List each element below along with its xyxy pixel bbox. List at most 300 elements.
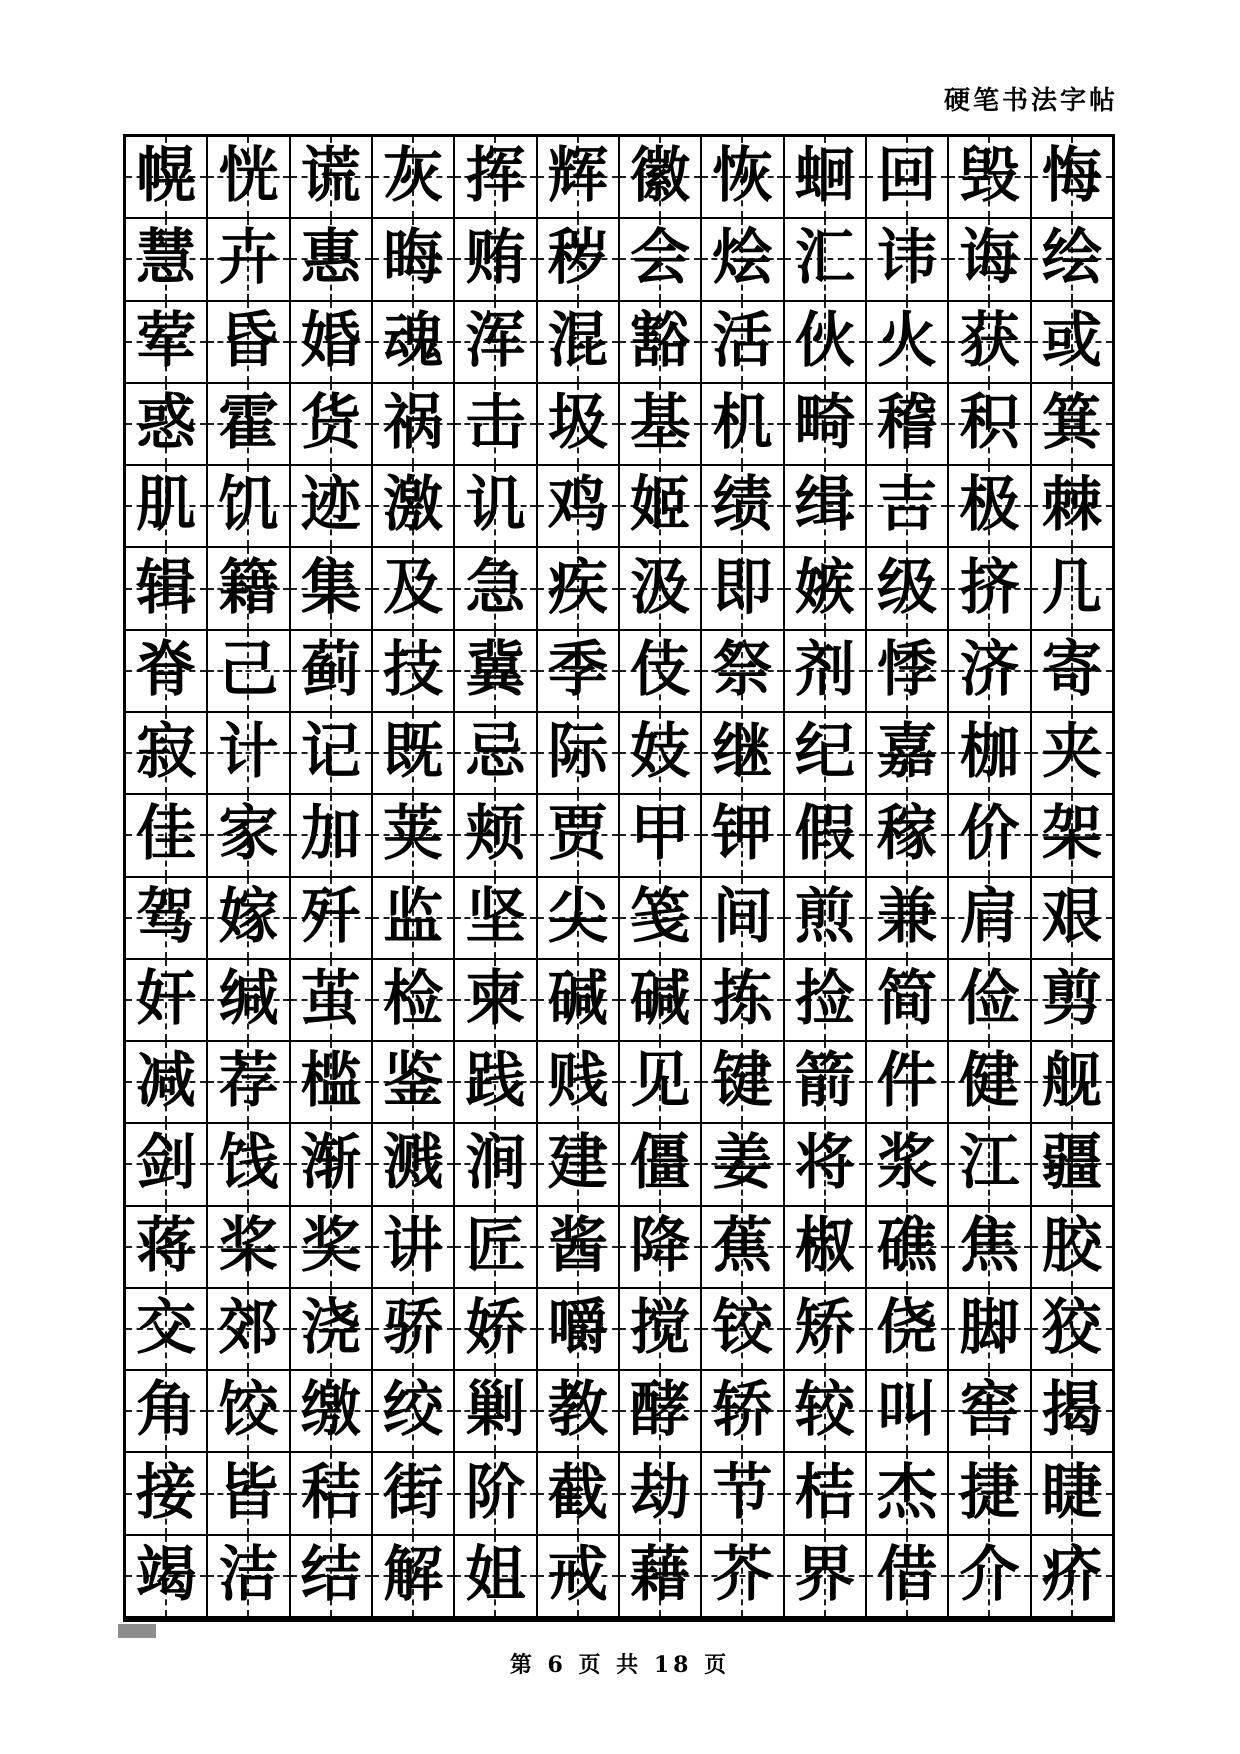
character-glyph: 剑: [136, 1128, 197, 1199]
grid-cell: [454, 1123, 536, 1205]
character-glyph: 汇: [794, 223, 855, 294]
character-glyph: 济: [959, 634, 1020, 705]
grid-cell: [948, 794, 1030, 876]
grid-cell: [372, 465, 454, 547]
grid-cell: [619, 712, 701, 794]
character-glyph: 浆: [877, 1128, 938, 1199]
grid-cell: [784, 383, 866, 465]
character-glyph: 节: [712, 1457, 773, 1528]
character-glyph: 甲: [630, 799, 691, 870]
grid-cell: [372, 1206, 454, 1288]
grid-cell: [701, 218, 783, 300]
character-glyph: 劫: [630, 1457, 691, 1528]
character-glyph: 肌: [136, 470, 197, 541]
grid-cell: [784, 1041, 866, 1123]
grid-cell: [537, 630, 619, 712]
grid-cell: [454, 1206, 536, 1288]
character-glyph: 稼: [877, 799, 938, 870]
character-glyph: 溅: [383, 1128, 444, 1199]
grid-cell: [125, 218, 207, 300]
character-glyph: 铰: [712, 1293, 773, 1364]
grid-cell: [619, 1123, 701, 1205]
character-glyph: 结: [300, 1539, 361, 1610]
character-glyph: 荚: [383, 799, 444, 870]
grid-cell: [619, 383, 701, 465]
character-glyph: 畸: [794, 387, 855, 458]
grid-cell: [1031, 1452, 1113, 1534]
grid-cell: [125, 1452, 207, 1534]
grid-cell: [948, 1206, 1030, 1288]
grid-cell: [207, 794, 289, 876]
character-glyph: 晦: [383, 223, 444, 294]
grid-cell: [784, 218, 866, 300]
character-glyph: 简: [877, 963, 938, 1034]
grid-cell: [784, 1370, 866, 1452]
grid-cell: [784, 959, 866, 1041]
character-glyph: 焦: [959, 1210, 1020, 1281]
grid-cell: [701, 383, 783, 465]
character-glyph: 积: [959, 387, 1020, 458]
grid-cell: [784, 547, 866, 629]
grid-cell: [537, 877, 619, 959]
grid-cell: [207, 1535, 289, 1617]
character-glyph: 基: [630, 387, 691, 458]
grid-cell: [454, 630, 536, 712]
grid-cell: [125, 1288, 207, 1370]
grid-cell: [784, 712, 866, 794]
character-glyph: 钾: [712, 799, 773, 870]
grid-cell: [454, 465, 536, 547]
grid-cell: [948, 1535, 1030, 1617]
character-glyph: 洁: [218, 1539, 279, 1610]
grid-cell: [866, 1041, 948, 1123]
character-glyph: 颊: [465, 799, 526, 870]
character-glyph: 脚: [959, 1293, 1020, 1364]
character-glyph: 将: [794, 1128, 855, 1199]
character-glyph: 箭: [794, 1046, 855, 1117]
grid-cell: [866, 1123, 948, 1205]
grid-cell: [207, 1452, 289, 1534]
grid-cell: [1031, 794, 1113, 876]
grid-cell: [290, 712, 372, 794]
character-glyph: 郊: [218, 1293, 279, 1364]
character-glyph: 嚼: [547, 1293, 608, 1364]
character-glyph: 剪: [1041, 963, 1102, 1034]
grid-cell: [948, 877, 1030, 959]
grid-cell: [784, 1535, 866, 1617]
grid-cell: [619, 1370, 701, 1452]
character-glyph: 戒: [547, 1539, 608, 1610]
character-glyph: 槛: [300, 1046, 361, 1117]
grid-cell: [207, 1123, 289, 1205]
character-glyph: 柬: [465, 963, 526, 1034]
grid-cell: [784, 794, 866, 876]
grid-cell: [1031, 1288, 1113, 1370]
grid-cell: [454, 218, 536, 300]
grid-cell: [948, 630, 1030, 712]
character-glyph: 借: [877, 1539, 938, 1610]
character-glyph: 界: [794, 1539, 855, 1610]
grid-cell: [290, 301, 372, 383]
grid-cell: [372, 1288, 454, 1370]
character-glyph: 祸: [383, 387, 444, 458]
grid-cell: [207, 218, 289, 300]
character-glyph: 鉴: [383, 1046, 444, 1117]
grid-cell: [290, 383, 372, 465]
character-glyph: 既: [383, 717, 444, 788]
character-glyph: 忌: [465, 717, 526, 788]
grid-cell: [290, 959, 372, 1041]
character-glyph: 蒋: [136, 1210, 197, 1281]
grid-cell: [290, 794, 372, 876]
character-glyph: 睫: [1041, 1457, 1102, 1528]
character-glyph: 冀: [465, 634, 526, 705]
character-glyph: 讲: [383, 1210, 444, 1281]
grid-cell: [701, 1370, 783, 1452]
grid-cell: [948, 1123, 1030, 1205]
grid-cell: [784, 1288, 866, 1370]
character-glyph: 昏: [218, 305, 279, 376]
grid-cell: [290, 1288, 372, 1370]
grid-cell: [701, 1041, 783, 1123]
grid-cell: [207, 547, 289, 629]
grid-cell: [784, 630, 866, 712]
character-glyph: 奸: [136, 963, 197, 1034]
character-glyph: 贿: [465, 223, 526, 294]
character-glyph: 矫: [794, 1293, 855, 1364]
character-glyph: 藉: [630, 1539, 691, 1610]
character-glyph: 狡: [1041, 1293, 1102, 1364]
character-glyph: 继: [712, 717, 773, 788]
header-title: 硬笔书法字帖: [943, 86, 1118, 116]
grid-cell: [537, 959, 619, 1041]
grid-cell: [784, 1452, 866, 1534]
character-glyph: 江: [959, 1128, 1020, 1199]
grid-cell: [948, 1452, 1030, 1534]
grid-cell: [1031, 959, 1113, 1041]
character-glyph: 挤: [959, 552, 1020, 623]
character-glyph: 会: [630, 223, 691, 294]
grid-cell: [537, 1123, 619, 1205]
grid-cell: [701, 1535, 783, 1617]
grid-cell: [207, 712, 289, 794]
grid-cell: [290, 630, 372, 712]
character-glyph: 疾: [547, 552, 608, 623]
character-glyph: 妓: [630, 717, 691, 788]
character-glyph: 绩: [712, 470, 773, 541]
character-glyph: 嫁: [218, 881, 279, 952]
character-glyph: 货: [300, 387, 361, 458]
grid-cell: [701, 1452, 783, 1534]
grid-cell: [1031, 1041, 1113, 1123]
character-glyph: 揭: [1041, 1375, 1102, 1446]
grid-cell: [784, 877, 866, 959]
grid-cell: [372, 1370, 454, 1452]
grid-cell: [537, 547, 619, 629]
character-glyph: 教: [547, 1375, 608, 1446]
grid-cell: [1031, 136, 1113, 218]
grid-cell: [701, 301, 783, 383]
character-glyph: 夹: [1041, 717, 1102, 788]
grid-cell: [125, 1206, 207, 1288]
grid-cell: [701, 959, 783, 1041]
grid-cell: [207, 630, 289, 712]
scan-artifact: [118, 1624, 156, 1638]
grid-cell: [948, 1288, 1030, 1370]
grid-cell: [866, 383, 948, 465]
grid-cell: [619, 301, 701, 383]
character-glyph: 渐: [300, 1128, 361, 1199]
grid-cell: [290, 1206, 372, 1288]
character-glyph: 碱: [630, 963, 691, 1034]
grid-cell: [619, 959, 701, 1041]
grid-cell: [537, 136, 619, 218]
character-glyph: 纪: [794, 717, 855, 788]
grid-cell: [948, 136, 1030, 218]
character-glyph: 截: [547, 1457, 608, 1528]
character-glyph: 魂: [383, 305, 444, 376]
grid-cell: [290, 547, 372, 629]
character-glyph: 酱: [547, 1210, 608, 1281]
grid-cell: [701, 547, 783, 629]
character-glyph: 窖: [959, 1375, 1020, 1446]
character-glyph: 霍: [218, 387, 279, 458]
grid-cell: [372, 877, 454, 959]
character-glyph: 惠: [300, 223, 361, 294]
character-glyph: 键: [712, 1046, 773, 1117]
character-glyph: 捡: [794, 963, 855, 1034]
grid-cell: [1031, 218, 1113, 300]
character-glyph: 即: [712, 552, 773, 623]
grid-cell: [866, 136, 948, 218]
grid-cell: [948, 218, 1030, 300]
grid-cell: [372, 712, 454, 794]
grid-cell: [537, 1452, 619, 1534]
character-glyph: 饯: [218, 1128, 279, 1199]
grid-cell: [866, 712, 948, 794]
grid-cell: [784, 301, 866, 383]
character-glyph: 获: [959, 305, 1020, 376]
grid-cell: [207, 959, 289, 1041]
grid-cell: [372, 1452, 454, 1534]
character-glyph: 舰: [1041, 1046, 1102, 1117]
grid-cell: [866, 630, 948, 712]
grid-cell: [537, 301, 619, 383]
character-glyph: 伎: [630, 634, 691, 705]
grid-cell: [619, 547, 701, 629]
grid-cell: [701, 877, 783, 959]
character-glyph: 佳: [136, 799, 197, 870]
character-glyph: 缉: [794, 470, 855, 541]
character-glyph: 秽: [547, 223, 608, 294]
grid-cell: [701, 630, 783, 712]
grid-cell: [619, 465, 701, 547]
grid-cell: [125, 301, 207, 383]
character-glyph: 及: [383, 552, 444, 623]
grid-cell: [454, 547, 536, 629]
character-glyph: 姬: [630, 470, 691, 541]
character-glyph: 匠: [465, 1210, 526, 1281]
grid-cell: [125, 547, 207, 629]
character-glyph: 或: [1041, 305, 1102, 376]
grid-cell: [537, 1370, 619, 1452]
character-glyph: 嘉: [877, 717, 938, 788]
grid-cell: [1031, 877, 1113, 959]
character-glyph: 回: [877, 141, 938, 212]
grid-cell: [1031, 1370, 1113, 1452]
character-glyph: 艰: [1041, 881, 1102, 952]
character-glyph: 幌: [136, 141, 197, 212]
character-glyph: 荐: [218, 1046, 279, 1117]
grid-cell: [454, 959, 536, 1041]
character-glyph: 件: [877, 1046, 938, 1117]
character-glyph: 挥: [465, 141, 526, 212]
grid-cell: [619, 218, 701, 300]
character-glyph: 嫉: [794, 552, 855, 623]
grid-cell: [1031, 547, 1113, 629]
grid-cell: [290, 136, 372, 218]
character-glyph: 籍: [218, 552, 279, 623]
character-glyph: 姐: [465, 1539, 526, 1610]
character-glyph: 火: [877, 305, 938, 376]
grid-cell: [948, 1370, 1030, 1452]
character-glyph: 缄: [218, 963, 279, 1034]
grid-cell: [784, 465, 866, 547]
grid-cell: [207, 465, 289, 547]
character-glyph: 击: [465, 387, 526, 458]
character-glyph: 记: [300, 717, 361, 788]
grid-cell: [701, 1206, 783, 1288]
grid-cell: [454, 1452, 536, 1534]
character-glyph: 缴: [300, 1375, 361, 1446]
grid-cell: [701, 1123, 783, 1205]
grid-cell: [372, 630, 454, 712]
character-glyph: 急: [465, 552, 526, 623]
character-glyph: 皆: [218, 1457, 279, 1528]
character-glyph: 枷: [959, 717, 1020, 788]
grid-cell: [454, 794, 536, 876]
character-glyph: 际: [547, 717, 608, 788]
grid-cell: [290, 1535, 372, 1617]
character-glyph: 解: [383, 1539, 444, 1610]
character-glyph: 婚: [300, 305, 361, 376]
character-glyph: 驾: [136, 881, 197, 952]
character-grid: [123, 134, 1115, 1622]
grid-cell: [207, 301, 289, 383]
grid-cell: [290, 877, 372, 959]
grid-cell: [784, 1123, 866, 1205]
character-glyph: 迹: [300, 470, 361, 541]
grid-cell: [537, 1041, 619, 1123]
character-glyph: 架: [1041, 799, 1102, 870]
grid-cell: [537, 383, 619, 465]
grid-cell: [866, 301, 948, 383]
character-glyph: 极: [959, 470, 1020, 541]
grid-cell: [537, 712, 619, 794]
grid-cell: [1031, 1535, 1113, 1617]
character-glyph: 烩: [712, 223, 773, 294]
grid-cell: [125, 794, 207, 876]
grid-cell: [125, 1041, 207, 1123]
character-glyph: 几: [1041, 552, 1102, 623]
character-glyph: 肩: [959, 881, 1020, 952]
grid-cell: [454, 301, 536, 383]
grid-cell: [784, 1206, 866, 1288]
character-glyph: 歼: [300, 881, 361, 952]
grid-cell: [619, 794, 701, 876]
character-glyph: 徽: [630, 141, 691, 212]
grid-cell: [1031, 712, 1113, 794]
grid-cell: [207, 1041, 289, 1123]
character-glyph: 叫: [877, 1375, 938, 1446]
grid-cell: [372, 1123, 454, 1205]
grid-cell: [1031, 465, 1113, 547]
character-glyph: 俭: [959, 963, 1020, 1034]
grid-cell: [125, 712, 207, 794]
grid-cell: [125, 1535, 207, 1617]
grid-cell: [619, 1288, 701, 1370]
character-glyph: 剿: [465, 1375, 526, 1446]
character-glyph: 辉: [547, 141, 608, 212]
grid-cell: [454, 1535, 536, 1617]
character-glyph: 侥: [877, 1293, 938, 1364]
character-glyph: 煎: [794, 881, 855, 952]
grid-cell: [866, 1206, 948, 1288]
grid-cell: [290, 218, 372, 300]
character-glyph: 假: [794, 799, 855, 870]
grid-cell: [372, 1535, 454, 1617]
grid-cell: [619, 877, 701, 959]
grid-cell: [125, 383, 207, 465]
character-glyph: 绘: [1041, 223, 1102, 294]
character-glyph: 加: [300, 799, 361, 870]
grid-cell: [125, 1123, 207, 1205]
grid-cell: [866, 1288, 948, 1370]
character-glyph: 酵: [630, 1375, 691, 1446]
character-glyph: 涧: [465, 1128, 526, 1199]
character-glyph: 混: [547, 305, 608, 376]
character-glyph: 阶: [465, 1457, 526, 1528]
character-glyph: 兼: [877, 881, 938, 952]
character-glyph: 娇: [465, 1293, 526, 1364]
grid-cell: [372, 136, 454, 218]
grid-cell: [290, 1123, 372, 1205]
grid-cell: [537, 1535, 619, 1617]
grid-cell: [454, 1288, 536, 1370]
character-glyph: 笺: [630, 881, 691, 952]
grid-cell: [372, 794, 454, 876]
character-glyph: 碱: [547, 963, 608, 1034]
grid-cell: [866, 959, 948, 1041]
grid-cell: [454, 136, 536, 218]
character-glyph: 悔: [1041, 141, 1102, 212]
character-glyph: 较: [794, 1375, 855, 1446]
character-glyph: 鸡: [547, 470, 608, 541]
character-glyph: 椒: [794, 1210, 855, 1281]
grid-cell: [701, 465, 783, 547]
grid-cell: [948, 1041, 1030, 1123]
grid-cell: [454, 383, 536, 465]
grid-cell: [1031, 1206, 1113, 1288]
character-glyph: 接: [136, 1457, 197, 1528]
character-glyph: 贱: [547, 1046, 608, 1117]
grid-cell: [701, 1288, 783, 1370]
character-glyph: 恢: [712, 141, 773, 212]
grid-cell: [948, 465, 1030, 547]
grid-cell: [207, 1288, 289, 1370]
character-glyph: 脊: [136, 634, 197, 705]
grid-cell: [1031, 630, 1113, 712]
